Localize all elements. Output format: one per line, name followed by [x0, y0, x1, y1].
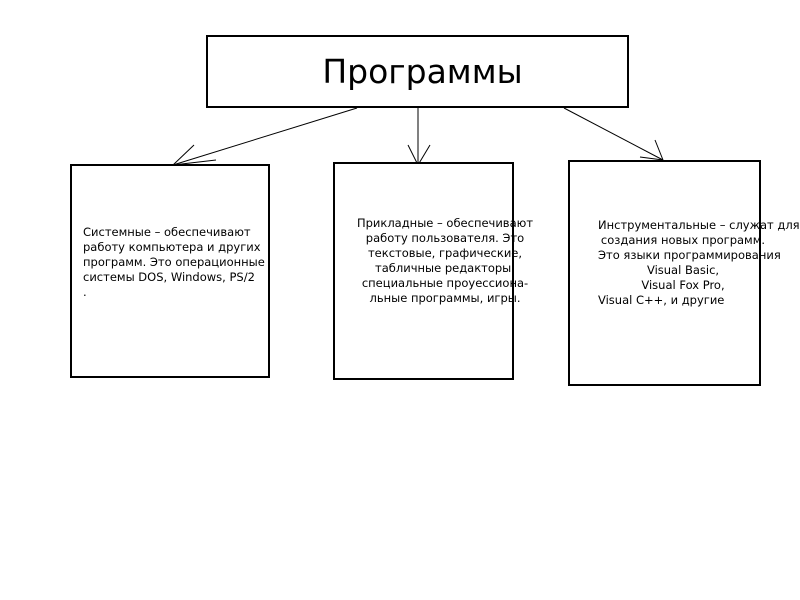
arrow-to-tools: [564, 108, 663, 160]
text-line: Прикладные – обеспечивают: [356, 216, 534, 230]
text-line: Инструментальные – служат для: [598, 218, 800, 232]
text-line: работу компьютера и других: [83, 240, 261, 254]
text-line: Системные – обеспечивают: [83, 225, 251, 239]
tool-programs-text: [598, 218, 800, 308]
title-box: [206, 35, 629, 108]
text-line: системы DOS, Windows, PS/2: [83, 270, 255, 284]
text-line: Это языки программирования: [598, 248, 781, 262]
arrow-to-system: [173, 108, 357, 165]
text-line: .: [83, 285, 87, 299]
text-line: Visual Fox Pro,: [641, 278, 725, 292]
arrow-to-applied: [408, 108, 430, 165]
diagram-title: Программы: [322, 52, 523, 91]
text-line: текстовые, графические,: [367, 246, 523, 260]
text-line: создания новых программ.: [600, 233, 766, 247]
applied-programs-text: [345, 216, 545, 306]
text-line: Visual C++, и другие: [598, 293, 725, 307]
text-line: программ. Это операционные: [83, 255, 265, 269]
text-line: льные программы, игры.: [369, 291, 521, 305]
text-line: табличные редакторы,: [375, 261, 515, 275]
text-line: специальные проуессиона-: [361, 276, 529, 290]
system-programs-text: [83, 225, 265, 300]
text-line: работу пользователя. Это: [365, 231, 525, 245]
text-line: Visual Basic,: [646, 263, 720, 277]
